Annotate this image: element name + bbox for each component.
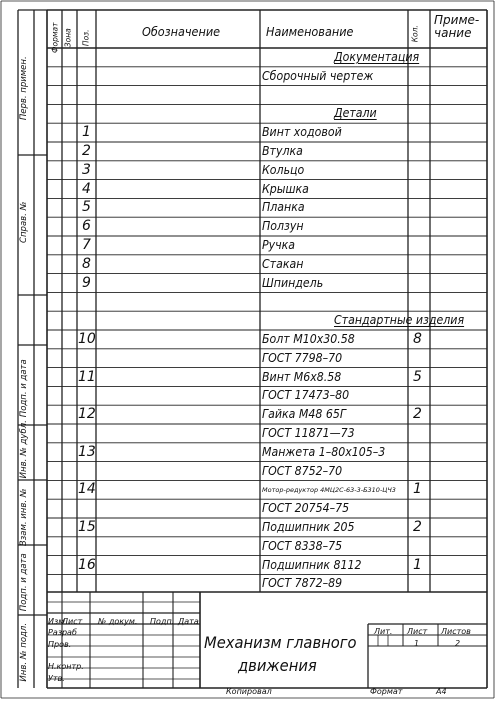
- header-name: Наименование: [266, 24, 354, 39]
- strip-sign-date-1: Подп. и дата: [18, 359, 29, 418]
- table-row: [0, 537, 495, 556]
- table-row: [0, 368, 495, 387]
- row-pos: 9: [82, 274, 91, 291]
- table-row: [0, 574, 495, 593]
- row-qty: 5: [413, 368, 422, 385]
- table-row: [0, 405, 495, 424]
- tb-col-doc: № докум.: [98, 617, 138, 626]
- row-qty: 1: [413, 556, 422, 573]
- row-pos: 12: [78, 406, 96, 423]
- row-pos: 4: [82, 180, 91, 197]
- tb-sheet-label: Лист: [407, 627, 428, 636]
- header-qty: Кол.: [410, 25, 420, 43]
- table-row: [0, 518, 495, 537]
- row-pos: 1: [82, 124, 91, 141]
- tb-norm-control: Н.контр.: [48, 662, 84, 671]
- row-name: Подшипник 205: [262, 519, 355, 534]
- row-pos: 2: [82, 143, 91, 159]
- strip-replace-inv: Взам. инв. №: [18, 488, 29, 547]
- row-name: Стакан: [262, 255, 304, 271]
- table-row: [0, 462, 495, 481]
- row-pos: 7: [82, 237, 91, 253]
- table-row: [0, 499, 495, 518]
- row-qty: 1: [413, 481, 422, 498]
- tb-sheet-value: 1: [414, 639, 420, 648]
- row-pos: 6: [82, 218, 91, 235]
- row-name: Винт ходовой: [262, 124, 342, 140]
- header-note-line2: чание: [434, 26, 472, 40]
- table-row: [0, 255, 495, 274]
- row-name: Ползун: [262, 218, 304, 234]
- tb-col-change: Изм: [48, 617, 65, 626]
- header-designation: Обозначение: [142, 24, 221, 39]
- table-row: [0, 86, 495, 105]
- tb-sheets-value: 2: [455, 639, 461, 648]
- row-name: Сборочный чертеж: [262, 67, 374, 83]
- footer-copied: Копировал: [226, 687, 272, 696]
- tb-developed: Разраб: [48, 628, 77, 637]
- row-name: ГОСТ 8752–70: [262, 462, 343, 478]
- row-name: Крышка: [262, 180, 309, 196]
- table-row: [0, 142, 495, 161]
- header-zone: Зона: [63, 28, 73, 48]
- row-qty: 8: [413, 331, 422, 347]
- table-row: [0, 330, 495, 349]
- row-name: Манжета 1–80х105–3: [262, 443, 386, 459]
- table-row: [0, 556, 495, 575]
- tb-col-sign: Подп.: [150, 617, 175, 626]
- row-pos: 15: [78, 519, 96, 535]
- header-pos: Поз.: [81, 29, 91, 47]
- row-pos: 16: [78, 556, 96, 573]
- table-row: [0, 424, 495, 443]
- table-row: [0, 180, 495, 199]
- row-name: ГОСТ 17473–80: [262, 387, 350, 403]
- table-row: Детали: [334, 105, 377, 121]
- row-name: Ручка: [262, 237, 296, 252]
- footer-format-label: Формат: [370, 687, 403, 696]
- table-row: [0, 236, 495, 255]
- row-name: Гайка М48 65Г: [262, 406, 347, 422]
- tb-checked: Пров.: [48, 640, 72, 649]
- row-pos: 14: [78, 481, 96, 498]
- table-row: [0, 217, 495, 236]
- row-pos: 5: [82, 199, 91, 216]
- row-name: Втулка: [262, 143, 303, 158]
- tb-col-date: Дата: [178, 617, 199, 626]
- header-note-line1: Приме-: [434, 13, 480, 27]
- table-row: [0, 386, 495, 405]
- footer-format-value: А4: [436, 687, 447, 696]
- table-row: [0, 198, 495, 217]
- table-row: Документация: [334, 49, 420, 64]
- row-pos: 8: [82, 255, 91, 272]
- row-pos: 10: [78, 331, 96, 347]
- row-name: Мотор-редуктор 4МЦ2С-63-3-Б310-ЦЧ3: [262, 486, 396, 495]
- table-row: [0, 67, 495, 86]
- strip-dup-no: Инв. № дубл.: [18, 420, 29, 479]
- tb-title-line1: Механизм главного: [204, 633, 357, 652]
- row-name: ГОСТ 8338–75: [262, 537, 343, 553]
- row-name: Кольцо: [262, 161, 305, 177]
- row-name: Винт М6х8.58: [262, 368, 342, 384]
- row-name: Шпиндель: [262, 274, 324, 290]
- row-pos: 11: [78, 368, 96, 385]
- row-name: ГОСТ 7798–70: [262, 349, 343, 365]
- header-note: [434, 14, 479, 40]
- table-row: Стандартные изделия: [334, 312, 465, 328]
- table-row: [0, 161, 495, 180]
- header-format: Формат: [50, 22, 60, 53]
- row-name: ГОСТ 7872–89: [262, 575, 343, 591]
- table-row: [0, 480, 495, 499]
- row-name: ГОСТ 20754–75: [262, 500, 350, 516]
- table-row: [0, 443, 495, 462]
- table-row: [0, 349, 495, 368]
- row-name: Болт М10х30.58: [262, 331, 355, 346]
- row-qty: 2: [413, 406, 422, 423]
- tb-lit-label: Лит.: [374, 627, 393, 636]
- table-row: [0, 274, 495, 293]
- strip-ref-no: Справ. №: [18, 201, 29, 243]
- strip-first-use: Перв. примен.: [18, 56, 29, 121]
- table-row: [0, 123, 495, 142]
- tb-sheets-label: Листов: [441, 627, 471, 636]
- row-name: ГОСТ 11871—73: [262, 425, 355, 440]
- row-pos: 13: [78, 443, 96, 460]
- strip-orig-inv: Инв. № подл.: [18, 622, 29, 682]
- row-name: Планка: [262, 199, 305, 215]
- tb-title-line2: движения: [238, 656, 317, 675]
- tb-approved: Утв.: [48, 674, 65, 683]
- tb-col-sheet: Лист: [62, 617, 83, 626]
- row-name: Подшипник 8112: [262, 556, 362, 572]
- table-row: [0, 292, 495, 311]
- strip-sign-date-2: Подп. и дата: [18, 553, 29, 612]
- row-pos: 3: [82, 161, 91, 178]
- row-qty: 2: [413, 519, 422, 535]
